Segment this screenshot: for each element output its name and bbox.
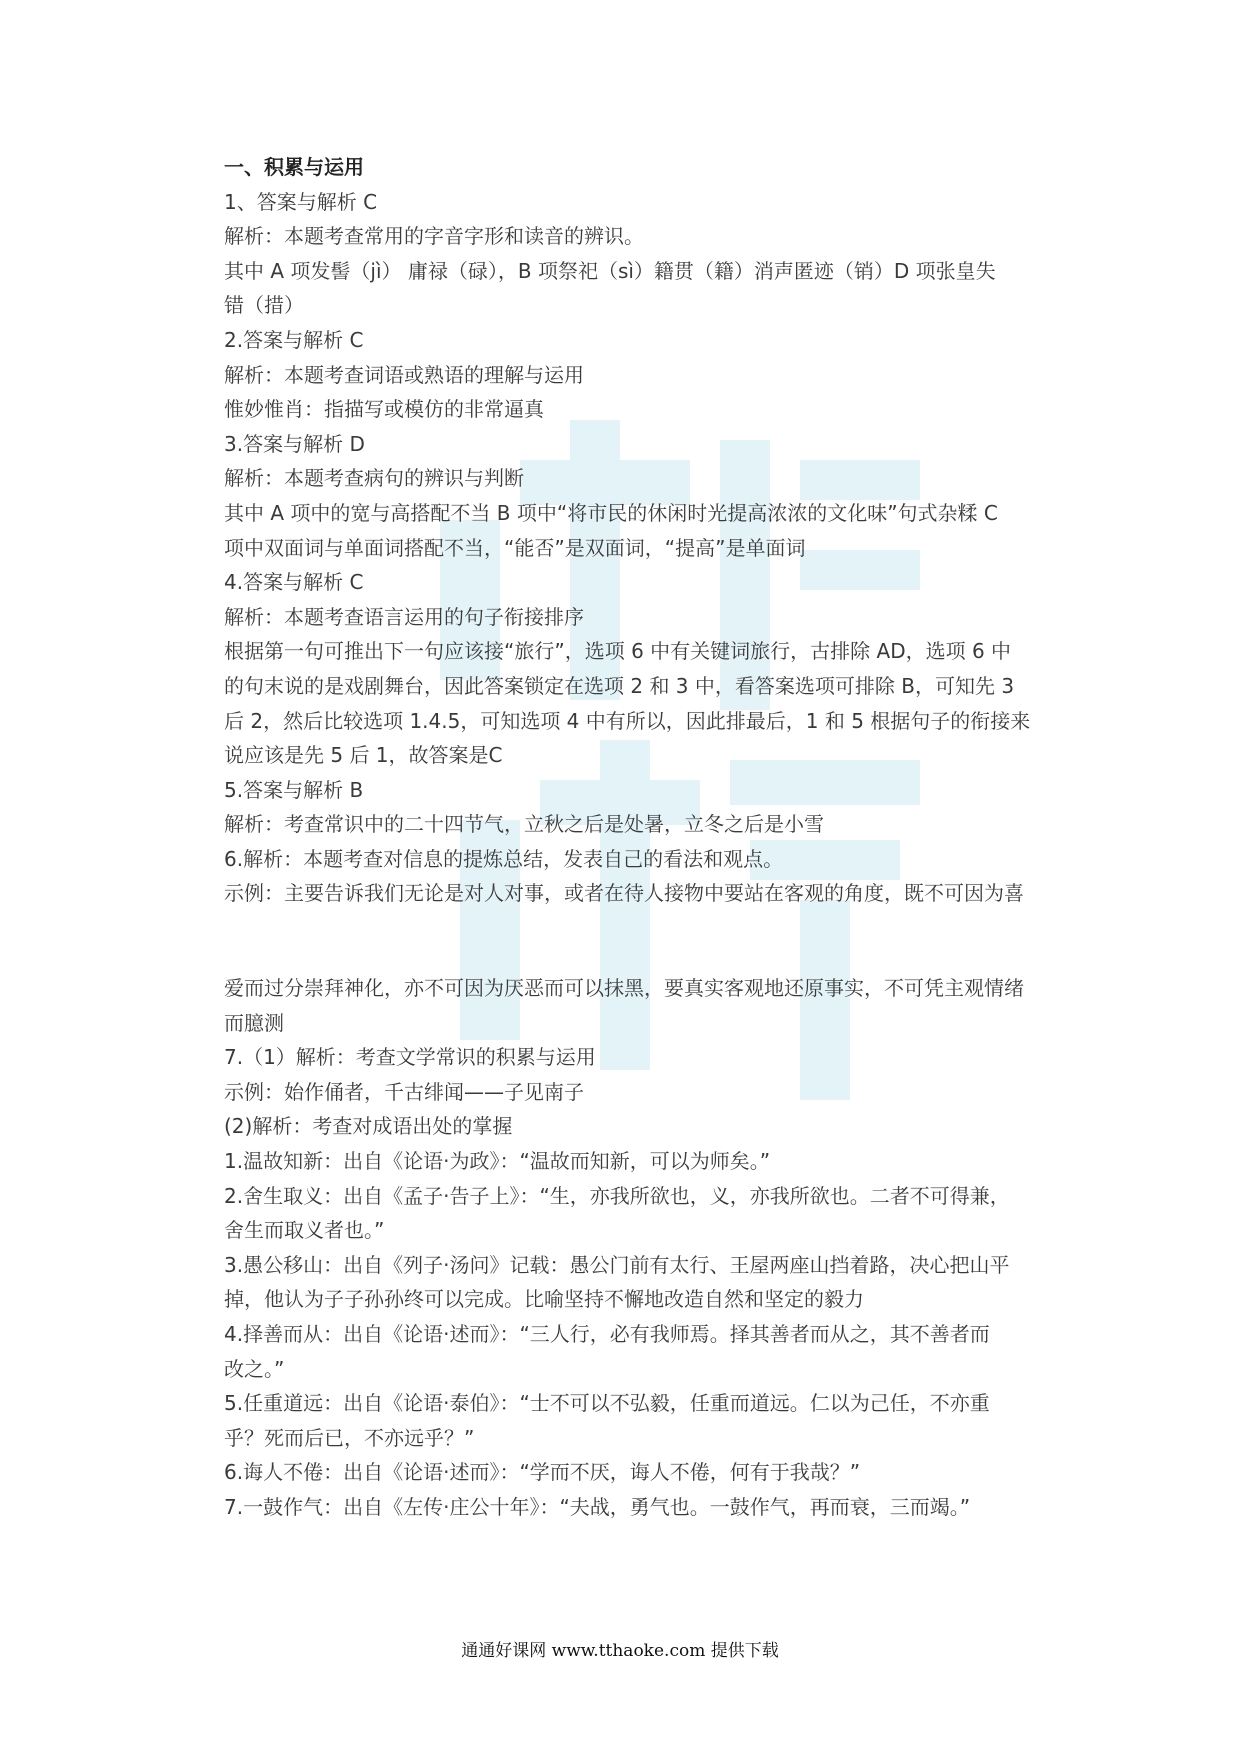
text-line: 4.答案与解析 C	[224, 570, 364, 595]
text-line: 5.任重道远：出自《论语·泰伯》：“士不可以不弘毅，任重而道远。仁以为己任，不亦重	[224, 1391, 990, 1416]
text-line: 2.答案与解析 C	[224, 327, 364, 352]
text-line: 2.舍生取义：出自《孟子·告子上》：“生，亦我所欲也，义，亦我所欲也。二者不可得兼，	[224, 1183, 1010, 1208]
text-line: 其中 A 项发髻（jì） 庸禄（碌），B 项祭祀（sì）籍贯（籍）消声匿迹（销）D 项张皇失	[224, 258, 996, 283]
text-line: 6.诲人不倦：出自《论语·述而》：“学而不厌，诲人不倦，何有于我哉？”	[224, 1460, 861, 1485]
text-line: 解析：本题考查词语或熟语的理解与运用	[224, 362, 584, 387]
text-line: 项中双面词与单面词搭配不当，“能否”是双面词，“提高”是单面词	[224, 535, 806, 560]
text-line: 示例：主要告诉我们无论是对人对事，或者在待人接物中要站在客观的角度，既不可因为喜	[224, 881, 1024, 906]
text-line: 解析：考查常识中的二十四节气，立秋之后是处暑，立冬之后是小雪	[224, 812, 824, 837]
text-line: 后 2，然后比较选项 1.4.5，可知选项 4 中有所以，因此排最后，1 和 5 根据句子的衔接来	[224, 708, 1031, 733]
text-line: (2)解析：考查对成语出处的掌握	[224, 1114, 513, 1139]
text-line: 舍生而取义者也。”	[224, 1218, 385, 1243]
section-title: 一、积累与运用	[224, 155, 364, 179]
text-line: 而臆测	[224, 1010, 284, 1035]
text-line: 4.择善而从：出自《论语·述而》：“三人行，必有我师焉。择其善者而从之，其不善者而	[224, 1322, 990, 1346]
text-line: 解析：本题考查语言运用的句子衔接排序	[224, 604, 584, 629]
text-line: 5.答案与解析 B	[224, 777, 364, 802]
text-line: 爱而过分崇拜神化，亦不可因为厌恶而可以抹黑，要真实客观地还原事实，不可凭主观情绪	[224, 976, 1024, 1001]
answers-part-2	[224, 971, 1024, 1525]
answers-part-1	[224, 185, 1031, 911]
text-line: 解析：本题考查常用的字音字形和读音的辨识。	[224, 224, 644, 249]
answer-content	[224, 150, 1031, 1525]
text-line: 6.解析：本题考查对信息的提炼总结，发表自己的看法和观点。	[224, 846, 784, 871]
text-line: 掉，他认为子子孙孙终可以完成。比喻坚持不懈地改造自然和坚定的毅力	[224, 1287, 864, 1312]
text-line: 示例：始作俑者，千古绯闻——子见南子	[224, 1079, 584, 1104]
text-line: 解析：本题考查病句的辨识与判断	[224, 466, 524, 491]
text-line: 的句末说的是戏剧舞台，因此答案锁定在选项 2 和 3 中，看答案选项可排除 B，可知先 3	[224, 673, 1015, 698]
text-line: 说应该是先 5 后 1，故答案是C	[224, 743, 503, 768]
text-line: 3.答案与解析 D	[224, 431, 365, 456]
page-break-gap	[224, 911, 1024, 971]
text-line: 根据第一句可推出下一句应该接“旅行”，选项 6 中有关键词旅行，古排除 AD，选项 6 中	[224, 639, 1012, 664]
text-line: 1.温故知新：出自《论语·为政》：“温故而知新，可以为师矣。”	[224, 1149, 771, 1174]
text-line: 7.一鼓作气：出自《左传·庄公十年》：“夫战，勇气也。一鼓作气，再而衰，三而竭。”	[224, 1494, 971, 1519]
text-line: 7.（1）解析：考查文学常识的积累与运用	[224, 1045, 596, 1070]
text-line: 3.愚公移山：出自《列子·汤问》记载：愚公门前有太行、王屋两座山挡着路，决心把山平	[224, 1252, 1010, 1277]
text-line: 错（措）	[224, 293, 304, 318]
text-line: 乎？死而后已，不亦远乎？”	[224, 1425, 475, 1450]
text-line: 1、答案与解析 C	[224, 189, 378, 214]
text-line: 其中 A 项中的宽与高搭配不当 B 项中“将市民的休闲时光提高浓浓的文化味”句式杂糅 C	[224, 500, 998, 525]
text-line: 惟妙惟肖：指描写或模仿的非常逼真	[224, 397, 544, 422]
text-line: 改之。”	[224, 1356, 285, 1381]
footer-credit: 通通好课网 www.tthaoke.com 提供下载	[461, 1641, 779, 1661]
